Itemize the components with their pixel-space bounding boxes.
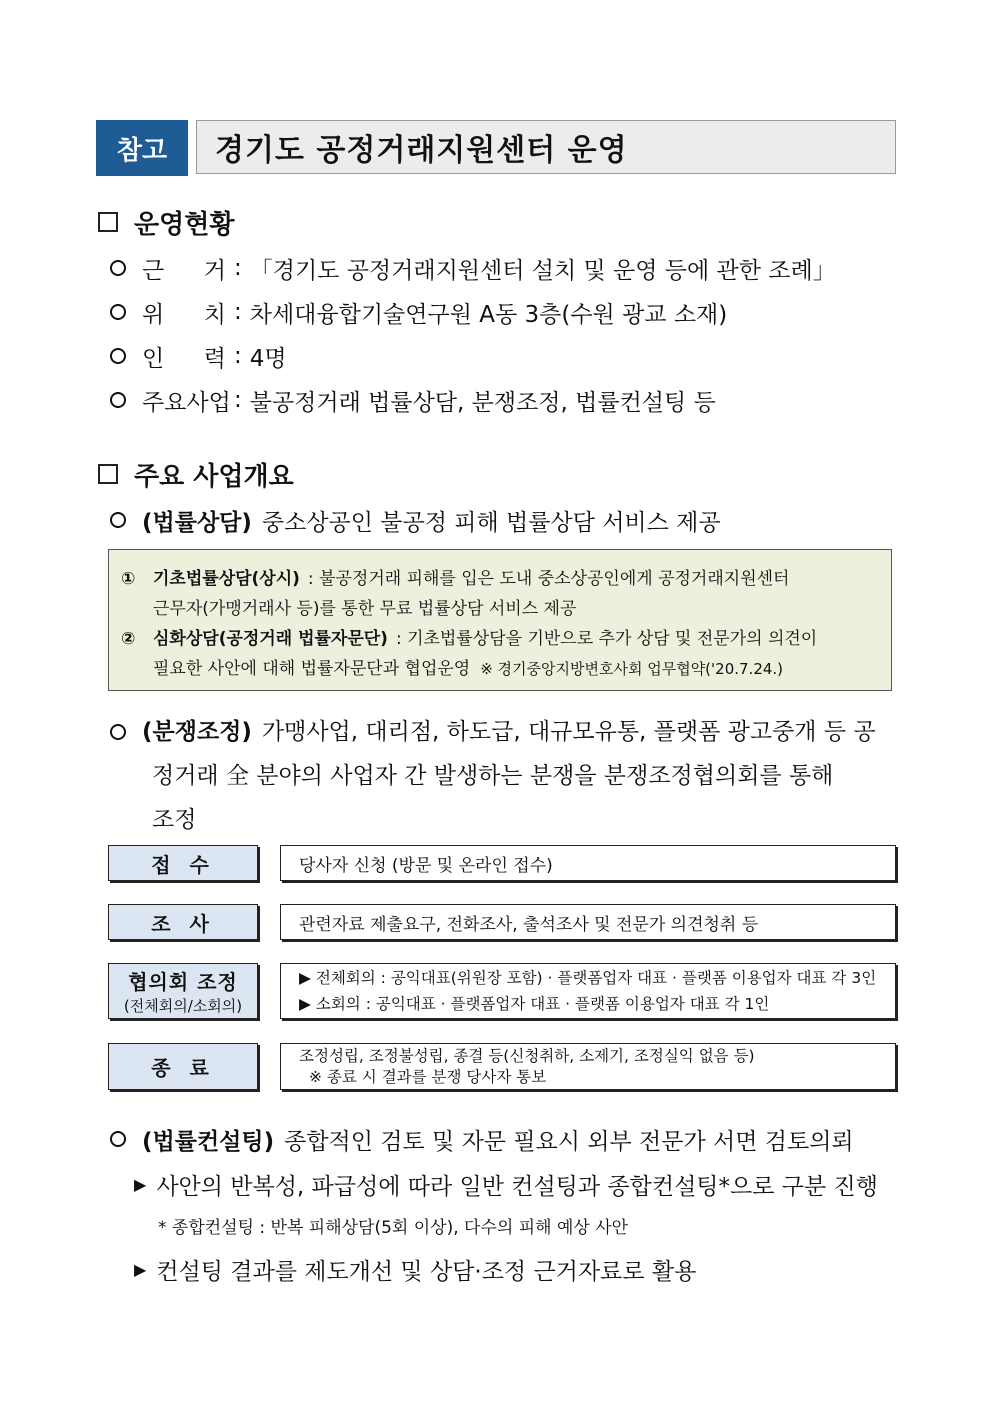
stage-name: 접 수 [151, 852, 215, 877]
box-text: 필요한 사안에 대해 법률자문단과 협업운영 [153, 659, 471, 679]
stage-desc-council [280, 963, 896, 1019]
stage-sub: (전체회의/소회의) [123, 997, 243, 1015]
arrow-text: 컨설팅 결과를 제도개선 및 상담·조정 근거자료로 활용 [156, 1258, 697, 1285]
stage-name: 종 료 [151, 1056, 215, 1080]
dispute-paragraph [110, 710, 900, 842]
section-heading-operation [98, 204, 234, 240]
item-text: 중소상공인 불공정 피해 법률상담 서비스 제공 [261, 509, 721, 536]
box-text: : 불공정거래 피해를 입은 도내 중소상공인에게 공정거래지원센터 [307, 569, 790, 589]
item-bold: (법률컨설팅) [142, 1128, 275, 1155]
item-sep: : [234, 255, 242, 281]
box-line [121, 624, 879, 654]
list-item [110, 338, 287, 374]
stage-name: 협의회 조정 [128, 970, 238, 994]
item-sep: : [234, 299, 242, 325]
item-sep: : [234, 387, 242, 413]
triangle-bullet-icon: ▶ [134, 1174, 147, 1194]
box-text: : 기초법률상담을 기반으로 추가 상담 및 전문가의 의견이 [395, 629, 818, 649]
item-text: 가맹사업, 대리점, 하도급, 대규모유통, 플랫폼 광고중개 등 공 [261, 719, 876, 745]
section-heading-text: 운영현황 [134, 209, 235, 240]
circle-bullet-icon [110, 260, 126, 276]
stage-desc-investigation [280, 904, 896, 940]
circle-bullet-icon [110, 512, 126, 528]
stage-desc-receipt [280, 845, 896, 881]
arrow-item [134, 1251, 696, 1287]
item-text: 종합적인 검토 및 자문 필요시 외부 전문가 서면 검토의뢰 [284, 1128, 854, 1155]
reference-tag: 참고 [96, 120, 188, 176]
para-line [110, 710, 900, 754]
para-line: 정거래 全 분야의 사업자 간 발생하는 분쟁을 분쟁조정협의회를 통해 [152, 763, 834, 789]
section-heading-business [98, 456, 294, 492]
box-bold: 심화상담(공정거래 법률자문단) [153, 629, 388, 649]
circle-bullet-icon [110, 1131, 126, 1147]
list-item-legal [110, 502, 721, 538]
box-num: ① [121, 569, 136, 589]
item-value: 불공정거래 법률상담, 분쟁조정, 법률컨설팅 등 [249, 389, 716, 416]
item-label: 주요사업 [142, 389, 231, 416]
stage-desc-text: 관련자료 제출요구, 전화조사, 출석조사 및 전문가 의견청취 등 [299, 914, 759, 935]
box-line [121, 654, 879, 684]
para-line: 조정 [152, 807, 197, 833]
stage-desc-text: ▶ 전체회의 : 공익대표(위원장 포함) · 플랫폼업자 대표 · 플랫폼 이용업자 대표 각 3인 [299, 969, 877, 987]
arrow-text: 사안의 반복성, 파급성에 따라 일반 컨설팅과 종합컨설팅*으로 구분 진행 [156, 1173, 878, 1200]
stage-desc-text: ▶ 소회의 : 공익대표 · 플랫폼업자 대표 · 플랫폼 이용업자 대표 각 1인 [299, 995, 770, 1013]
box-line [121, 564, 879, 594]
box-note: ※ 경기중앙지방변호사회 업무협약('20.7.24.) [480, 660, 784, 678]
item-bold: (분쟁조정) [142, 719, 252, 745]
circle-bullet-icon [110, 392, 126, 408]
triangle-bullet-icon: ▶ [134, 1259, 147, 1279]
circle-bullet-icon [110, 304, 126, 320]
item-bold: (법률상담) [142, 509, 252, 536]
item-label: 근 거 [142, 257, 226, 284]
stage-desc-text: 당사자 신청 (방문 및 온라인 접수) [299, 855, 553, 876]
stage-desc-end [280, 1043, 896, 1090]
list-item [110, 382, 716, 418]
checkbox-square-icon [98, 212, 118, 232]
page-title: 경기도 공정거래지원센터 운영 [196, 120, 896, 174]
circle-bullet-icon [110, 348, 126, 364]
stage-label-end [108, 1043, 258, 1090]
item-sep: : [234, 343, 242, 369]
stage-name: 조 사 [151, 911, 215, 936]
stage-label-receipt [108, 845, 258, 881]
item-value: 4명 [249, 345, 287, 372]
checkbox-square-icon [98, 464, 118, 484]
item-value: 차세대융합기술연구원 A동 3층(수원 광교 소재) [249, 301, 728, 328]
box-bold: 기초법률상담(상시) [153, 569, 300, 589]
consult-note: * 종합컨설팅 : 반복 피해상담(5회 이상), 다수의 피해 예상 사안 [158, 1218, 629, 1238]
box-num: ② [121, 629, 136, 649]
item-value: 「경기도 공정거래지원센터 설치 및 운영 등에 관한 조례」 [249, 257, 836, 284]
box-line: 근무자(가맹거래사 등)를 통한 무료 법률상담 서비스 제공 [153, 599, 577, 619]
list-item-consult [110, 1120, 854, 1158]
stage-label-council [108, 963, 258, 1019]
item-label: 인 력 [142, 345, 226, 372]
list-item [110, 294, 727, 330]
circle-bullet-icon [110, 724, 126, 740]
list-item [110, 250, 836, 286]
stage-desc-text: 조정성립, 조정불성립, 종결 등(신청취하, 소제기, 조정실익 없음 등) [299, 1046, 755, 1065]
section-heading-text: 주요 사업개요 [134, 461, 294, 492]
stage-label-investigation [108, 904, 258, 940]
arrow-item [134, 1166, 878, 1202]
stage-desc-text: ※ 종료 시 결과를 분쟁 당사자 통보 [309, 1067, 547, 1086]
legal-detail-box [108, 549, 892, 691]
item-label: 위 치 [142, 301, 226, 328]
